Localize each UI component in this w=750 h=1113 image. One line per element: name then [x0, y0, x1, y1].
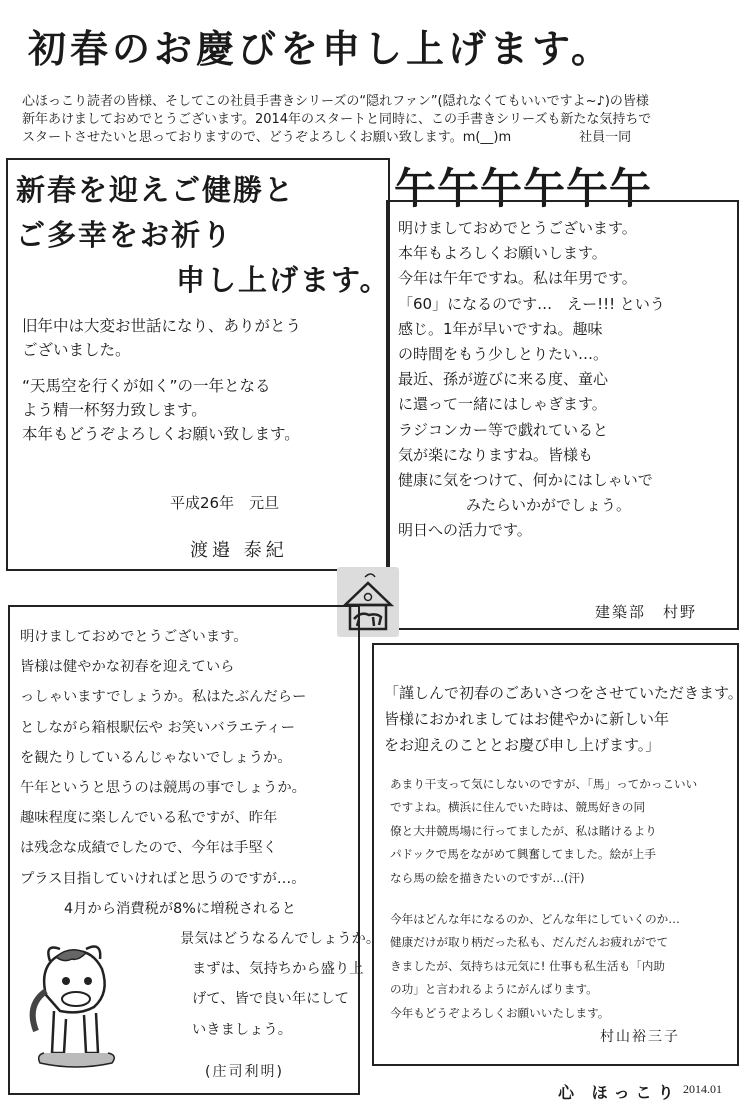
- box3-body-line: は残念な成績でしたので、今年は手堅く: [20, 840, 278, 857]
- staff-signature: 社員一同: [579, 130, 632, 145]
- horse-cartoon-illustration: [16, 935, 136, 1075]
- box1-body-line: “天馬空を行くが如く”の一年となる: [22, 377, 271, 395]
- box3-body-line: 4月から消費税が8%に増税されると: [64, 900, 296, 917]
- box4-body-line: 僚と大井競馬場に行ってましたが、私は賭けるより: [390, 823, 657, 838]
- box4-signature: 村山裕三子: [600, 1029, 680, 1045]
- box4-body-line: 今年はどんな年になるのか、どんな年にしていくのか…: [390, 912, 680, 927]
- box1-body-line: 本年もどうぞよろしくお願い致します。: [22, 425, 300, 443]
- box1-heading-line: 申し上げます。: [176, 263, 391, 297]
- intro-line: 新年あけましておめでとうございます。2014年のスタートと同時に、この手書きシリーズも新たな気持ちで: [22, 112, 652, 127]
- box3-signature: (庄司利明): [205, 1064, 284, 1080]
- box1-body-line: 旧年中は大変お世話になり、ありがとう: [22, 317, 302, 335]
- box1-body-line: よう精一杯努力致します。: [22, 401, 207, 419]
- box1-heading-line: 新春を迎えご健勝と: [16, 173, 296, 207]
- box2-body-line: 「60」になるのです… えー!!! という: [398, 294, 665, 313]
- box3-body-line: 皆様は健やかな初春を迎えていら: [20, 659, 235, 676]
- horse-cartoon-icon: [16, 935, 136, 1075]
- box1-body-line: ございました。: [22, 341, 131, 359]
- box2-body-line: 健康に気をつけて、何かにはしゃいで: [398, 471, 653, 490]
- box4-body-line: きましたが、気持ちは元気に! 仕事も私生活も「内助: [390, 958, 665, 973]
- box3-body-line: 趣味程度に楽しんでいる私ですが、昨年: [20, 810, 278, 827]
- box1-body: [22, 314, 382, 446]
- intro-line-with-signature: [22, 129, 732, 147]
- box2-body-line: 気が楽になりますね。皆様も: [398, 445, 594, 464]
- intro-line: スタートさせたいと思っておりますので、どうぞよろしくお願い致します。m(__)m: [22, 130, 512, 145]
- box2-body: [398, 216, 738, 544]
- box2-body-line: ラジコンカー等で戯れていると: [398, 420, 609, 439]
- intro-text: [22, 93, 732, 147]
- box2-body-line: 明けましておめでとうございます。: [398, 219, 637, 237]
- box4-body-line: 健康だけが取り柄だった私も、だんだんお疲れがでて: [390, 935, 669, 950]
- box2-body-line: みたらいかがでしょう。: [466, 496, 632, 515]
- intro-line: 心ほっこり読者の皆様、そしてこの社員手書きシリーズの“隠れファン”(隠れなくてもいいですよ~♪)の皆様: [22, 94, 649, 109]
- box1-date: 平成26年 元旦: [170, 494, 280, 512]
- box3-body-line: プラス目指していければと思うのですが…。: [20, 870, 306, 887]
- box3-body-line: を観たりしているんじゃないでしょうか。: [20, 749, 292, 766]
- footer-brand: 心 ほっこり: [558, 1083, 680, 1102]
- page-title: 初春のお慶びを申し上げます。: [28, 26, 613, 71]
- box3-body-line: 景気はどうなるんでしょうか。: [180, 931, 381, 948]
- box1-body-gap: [22, 362, 382, 374]
- box4-greeting-line: 皆様におかれましてはお健やかに新しい年: [384, 710, 670, 728]
- box4-body-line: あまり干支って気にしないのですが、「馬」ってかっこいい: [390, 777, 698, 791]
- box3-body-line: げて、皆で良い年にして: [192, 991, 349, 1008]
- box3-body-line: としながら箱根駅伝や お笑いバラエティー: [20, 719, 296, 736]
- box1-heading-line: ご多幸をお祈り: [16, 218, 234, 252]
- box2-body-line: 感じ。1年が早いですね。趣味: [398, 319, 603, 338]
- box2-body-line: に還って一緒にはしゃぎます。: [398, 395, 607, 414]
- box4-greeting: [384, 680, 743, 758]
- box1-signature: 渡邉 泰紀: [190, 540, 288, 561]
- box4-body: [390, 773, 735, 1025]
- box4-body-line: 今年もどうぞよろしくお願いいたします。: [390, 1005, 610, 1020]
- footer-date: 2014.01: [683, 1082, 722, 1096]
- box4-body-line: なら馬の絵を描きたいのですが…(汗): [390, 870, 585, 885]
- box2-heading: 午午午午午午: [394, 164, 653, 213]
- box2-body-line: の時間をもう少しとりたい…。: [398, 345, 609, 364]
- box2-body-line: 最近、孫が遊びに来る度、童心: [398, 370, 609, 389]
- box1-heading: [16, 168, 391, 303]
- box4-body-line: ですよね。横浜に住んでいた時は、競馬好きの同: [390, 800, 646, 815]
- box4-body-line: パドックで馬をながめて興奮してました。絵が上手: [390, 847, 656, 862]
- box4-body-gap: [390, 890, 735, 908]
- box2-signature: 建築部 村野: [595, 603, 698, 621]
- box3-body-line: いきましょう。: [192, 1021, 293, 1038]
- box3-body-line: 明けましておめでとうございます。: [20, 629, 248, 645]
- box2-body-line: 本年もよろしくお願いします。: [398, 244, 607, 263]
- box3-body-line: っしゃいますでしょうか。私はたぶんだらー: [20, 689, 307, 706]
- box3-body-line: 午年というと思うのは競馬の事でしょうか。: [20, 780, 306, 797]
- box4-body-line: の功」と言われるようにがんばります。: [390, 982, 598, 997]
- box4-greeting-line: をお迎えのこととお慶び申し上げます。」: [384, 736, 661, 754]
- box3-body-line: まずは、気持ちから盛り上: [192, 961, 364, 978]
- box4-greeting-line: 「謹しんで初春のごあいさつをさせていただきます。: [384, 684, 743, 702]
- box2-body-line: 今年は午年ですね。私は年男です。: [398, 269, 637, 288]
- box2-body-line: 明日への活力です。: [398, 521, 532, 540]
